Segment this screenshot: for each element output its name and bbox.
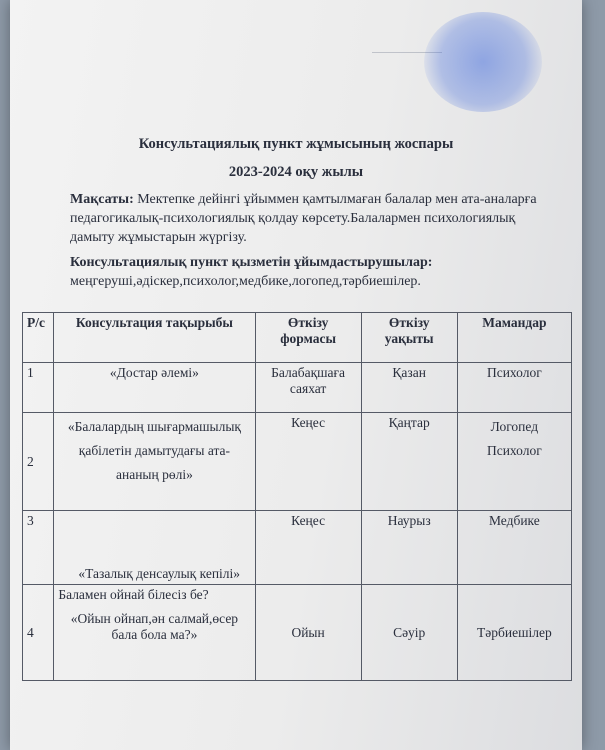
row-topic: «Достар әлемі» (54, 363, 255, 413)
header-specialists: Мамандар (457, 313, 571, 363)
row-specialists: Тәрбиешілер (457, 585, 571, 681)
table-row (23, 511, 572, 585)
row-form: Кеңес (255, 413, 361, 511)
table-row (23, 363, 572, 413)
official-stamp (424, 12, 542, 112)
row-num: 2 (23, 413, 54, 511)
row-time: Қаңтар (361, 413, 457, 511)
header-time: Өткізу уақыты (361, 313, 457, 363)
row-specialists: Психолог (457, 363, 571, 413)
row-form: Кеңес (255, 511, 361, 585)
row-topic (54, 585, 255, 681)
goal-text: Мектепке дейінгі ұйыммен қамтылмаған балалар мен ата-аналарға педагогикалық-психологиялық қолдау көрсету.Балалармен психологиялық дамыту жұмыстарын жүргізу. (70, 192, 537, 245)
row-topic: «Балалардың шығармашылық қабілетін дамытудағы ата-ананың рөлі» (54, 413, 255, 511)
academic-year: 2023-2024 оқу жылы (228, 164, 364, 180)
row-form: Балабақшаға саяхат (255, 363, 361, 413)
goal-label: Мақсаты: (70, 192, 134, 207)
header-form: Өткізу формасы (255, 313, 361, 363)
document-sheet (10, 0, 582, 750)
organizers-paragraph (70, 253, 550, 291)
table-header-row (23, 313, 572, 363)
row-topic: «Тазалық денсаулық кепілі» (54, 511, 255, 585)
goal-paragraph (70, 190, 550, 247)
row-form: Ойын (255, 585, 361, 681)
organizers-label: Консультациялық пункт қызметін ұйымдастырушылар: (70, 255, 433, 270)
row-num: 3 (23, 511, 54, 585)
document-title: Консультациялық пункт жұмысының жоспары (138, 136, 454, 152)
table-row (23, 413, 572, 511)
row-specialists: Медбике (457, 511, 571, 585)
row-specialists: Логопед Психолог (457, 413, 571, 511)
header-topic: Консультация тақырыбы (54, 313, 255, 363)
header-num: Р/с (23, 313, 54, 363)
row-time: Наурыз (361, 511, 457, 585)
organizers-text: меңгеруші,әдіскер,психолог,медбике,логопед,тәрбиешілер. (70, 274, 421, 289)
row-num: 4 (23, 585, 54, 681)
row-num: 1 (23, 363, 54, 413)
table-row (23, 585, 572, 681)
row-time: Қазан (361, 363, 457, 413)
row-time: Сәуір (361, 585, 457, 681)
row-topic-question: Баламен ойнай білесіз бе? (58, 587, 209, 602)
plan-table (22, 312, 572, 681)
row-topic-quote: «Ойын ойнап,ән салмай,өсер бала бола ма?» (70, 611, 239, 642)
